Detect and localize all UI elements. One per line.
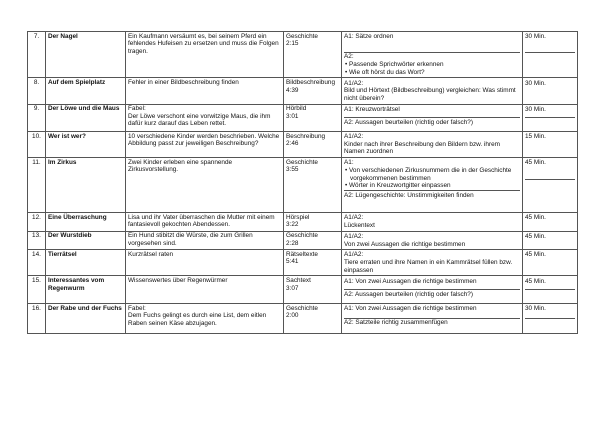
unit-title: Der Nagel bbox=[46, 32, 126, 78]
task-label: A2: Lügengeschichte: Unstimmigkeiten finden bbox=[344, 191, 474, 199]
task-bullet: • Passende Sprichwörter erkennen bbox=[344, 61, 520, 69]
task-block bbox=[344, 232, 520, 248]
unit-number: 12. bbox=[28, 213, 46, 232]
text-type-duration: Hörspiel 3:22 bbox=[284, 213, 342, 232]
task-block bbox=[344, 117, 520, 130]
text-type-duration: Bildbeschreibung 4:39 bbox=[284, 78, 342, 104]
task-minutes: 45 Min. bbox=[525, 214, 546, 222]
task-minutes bbox=[525, 289, 575, 302]
task-minutes: 45 Min. bbox=[525, 159, 546, 167]
task-label: A2: Satzteile richtig zusammenfügen bbox=[344, 319, 448, 327]
unit-title: Der Löwe und die Maus bbox=[46, 104, 126, 132]
task-label: A1/A2: Von zwei Aussagen die richtige bestimmen bbox=[344, 232, 466, 248]
unit-title: Der Wurstdieb bbox=[46, 231, 126, 250]
table-row bbox=[28, 132, 578, 158]
task-label: A2: Aussagen beurteilen (richtig oder falsch?) bbox=[344, 118, 473, 126]
task-bullet: • Wörter in Kreuzwortgitter einpassen bbox=[344, 182, 520, 190]
task-minutes: 30 Min. bbox=[525, 33, 546, 41]
table-row bbox=[28, 158, 578, 213]
unit-description: Ein Hund stibitzt die Würste, die zum Grillen vorgesehen sind. bbox=[126, 231, 284, 250]
unit-tasks bbox=[342, 78, 523, 104]
unit-description: Lisa und ihr Vater überraschen die Mutter mit einem fantasievoll gekochten Abendessen. bbox=[126, 213, 284, 232]
unit-time bbox=[523, 276, 578, 304]
unit-description: Zwei Kinder erleben eine spannende Zirkusvorstellung. bbox=[126, 158, 284, 213]
task-block bbox=[344, 190, 520, 211]
unit-title: Interessantes vom Regenwurm bbox=[46, 276, 126, 304]
task-block bbox=[344, 251, 520, 275]
unit-description: 10 verschiedene Kinder werden beschrieben. Welche Abbildung passt zur jeweiligen Beschreibung? bbox=[126, 132, 284, 158]
unit-number: 10. bbox=[28, 132, 46, 158]
task-block bbox=[344, 159, 520, 191]
unit-description: Kurzrätsel raten bbox=[126, 250, 284, 276]
task-label: A1/A2: Tiere erraten und ihre Namen in ein Kammrätsel füllen bzw. einpassen bbox=[344, 251, 513, 274]
task-block bbox=[344, 305, 520, 318]
unit-number: 16. bbox=[28, 304, 46, 334]
table-row bbox=[28, 78, 578, 104]
task-label: A1: Von zwei Aussagen die richtige bestimmen bbox=[344, 305, 477, 313]
text-type-duration: Beschreibung 2:46 bbox=[284, 132, 342, 158]
unit-number: 11. bbox=[28, 158, 46, 213]
unit-number: 8. bbox=[28, 78, 46, 104]
text-type-duration: Hörbild 3:01 bbox=[284, 104, 342, 132]
unit-tasks bbox=[342, 104, 523, 132]
table-row bbox=[28, 276, 578, 304]
unit-description: Fabel: Dem Fuchs gelingt es durch eine List, dem eitlen Raben seinen Käse abzujagen. bbox=[126, 304, 284, 334]
task-minutes: 30 Min. bbox=[525, 79, 546, 87]
task-label: A1: Von zwei Aussagen die richtige bestimmen bbox=[344, 277, 477, 285]
unit-description: Fehler in einer Bildbeschreibung finden bbox=[126, 78, 284, 104]
task-block bbox=[344, 52, 520, 77]
task-block bbox=[344, 318, 520, 332]
text-type-duration: Geschichte 2:00 bbox=[284, 304, 342, 334]
text-type-duration: Rätseltexte 5:41 bbox=[284, 250, 342, 276]
task-block bbox=[344, 277, 520, 289]
unit-description: Wissenswertes über Regenwürmer bbox=[126, 276, 284, 304]
unit-number: 9. bbox=[28, 104, 46, 132]
task-label: A1/A2: Kinder nach ihrer Beschreibung den Bildern bzw. ihrem Namen zuordnen bbox=[344, 133, 500, 156]
text-type-duration: Geschichte 2:15 bbox=[284, 32, 342, 78]
unit-tasks bbox=[342, 304, 523, 334]
text-type-duration: Geschichte 2:28 bbox=[284, 231, 342, 250]
unit-time bbox=[523, 104, 578, 132]
table-row bbox=[28, 250, 578, 276]
unit-time bbox=[523, 231, 578, 250]
task-block bbox=[344, 33, 520, 52]
table-row bbox=[28, 304, 578, 334]
task-minutes bbox=[525, 179, 575, 200]
task-label: A2: Aussagen beurteilen (richtig oder falsch?) bbox=[344, 290, 473, 298]
task-block bbox=[344, 133, 520, 157]
task-bullet: • Von verschiedenen Zirkusnummern die in der Geschichte vorgekommenen bestimmen bbox=[344, 167, 520, 182]
unit-tasks bbox=[342, 132, 523, 158]
listening-units-table bbox=[27, 31, 578, 334]
unit-time bbox=[523, 304, 578, 334]
task-label: A1/A2: Lückentext bbox=[344, 214, 375, 229]
unit-title: Wer ist wer? bbox=[46, 132, 126, 158]
table-row bbox=[28, 213, 578, 232]
unit-tasks bbox=[342, 231, 523, 250]
task-block bbox=[344, 214, 520, 230]
table-row bbox=[28, 32, 578, 78]
task-label: A1: Sätze ordnen bbox=[344, 33, 394, 41]
unit-title: Der Rabe und der Fuchs bbox=[46, 304, 126, 334]
table-row bbox=[28, 104, 578, 132]
unit-time bbox=[523, 213, 578, 232]
unit-number: 7. bbox=[28, 32, 46, 78]
unit-time bbox=[523, 32, 578, 78]
unit-time bbox=[523, 158, 578, 213]
task-minutes: 15 Min. bbox=[525, 133, 546, 141]
task-block bbox=[344, 289, 520, 302]
unit-time bbox=[523, 132, 578, 158]
task-minutes bbox=[525, 318, 575, 332]
task-label: A1: bbox=[344, 159, 354, 167]
unit-tasks bbox=[342, 158, 523, 213]
text-type-duration: Sachtext 3:07 bbox=[284, 276, 342, 304]
unit-time bbox=[523, 78, 578, 104]
task-minutes: 30 Min. bbox=[525, 305, 546, 313]
text-type-duration: Geschichte 3:55 bbox=[284, 158, 342, 213]
unit-number: 15. bbox=[28, 276, 46, 304]
task-minutes: 30 Min. bbox=[525, 105, 546, 113]
unit-time bbox=[523, 250, 578, 276]
task-minutes: 45 Min. bbox=[525, 277, 546, 285]
task-bullet: • Wie oft hörst du das Wort? bbox=[344, 69, 520, 77]
unit-tasks bbox=[342, 213, 523, 232]
unit-tasks bbox=[342, 32, 523, 78]
unit-title: Im Zirkus bbox=[46, 158, 126, 213]
task-label: A1: Kreuzworträtsel bbox=[344, 105, 400, 113]
unit-description: Fabel: Der Löwe verschont eine vorwitzige Maus, die ihm dafür kurz darauf das Leben rettet. bbox=[126, 104, 284, 132]
unit-number: 13. bbox=[28, 231, 46, 250]
table-row bbox=[28, 231, 578, 250]
unit-number: 14. bbox=[28, 250, 46, 276]
unit-tasks bbox=[342, 276, 523, 304]
task-minutes bbox=[525, 117, 575, 130]
task-block bbox=[344, 105, 520, 117]
task-minutes: 45 Min. bbox=[525, 232, 546, 240]
unit-title: Auf dem Spielplatz bbox=[46, 78, 126, 104]
unit-title: Eine Überraschung bbox=[46, 213, 126, 232]
table-body bbox=[28, 32, 578, 334]
task-minutes bbox=[525, 52, 575, 72]
unit-tasks bbox=[342, 250, 523, 276]
task-label: A2: bbox=[344, 53, 354, 61]
unit-description: Ein Kaufmann versäumt es, bei seinem Pferd ein fehlendes Hufeisen zu ersetzen und muss die Folgen tragen. bbox=[126, 32, 284, 78]
task-block bbox=[344, 79, 520, 103]
task-minutes: 45 Min. bbox=[525, 251, 546, 259]
unit-title: Tierrätsel bbox=[46, 250, 126, 276]
task-label: A1/A2: Bild und Hörtext (Bildbeschreibung) vergleichen: Was stimmt nicht überein? bbox=[344, 79, 516, 102]
